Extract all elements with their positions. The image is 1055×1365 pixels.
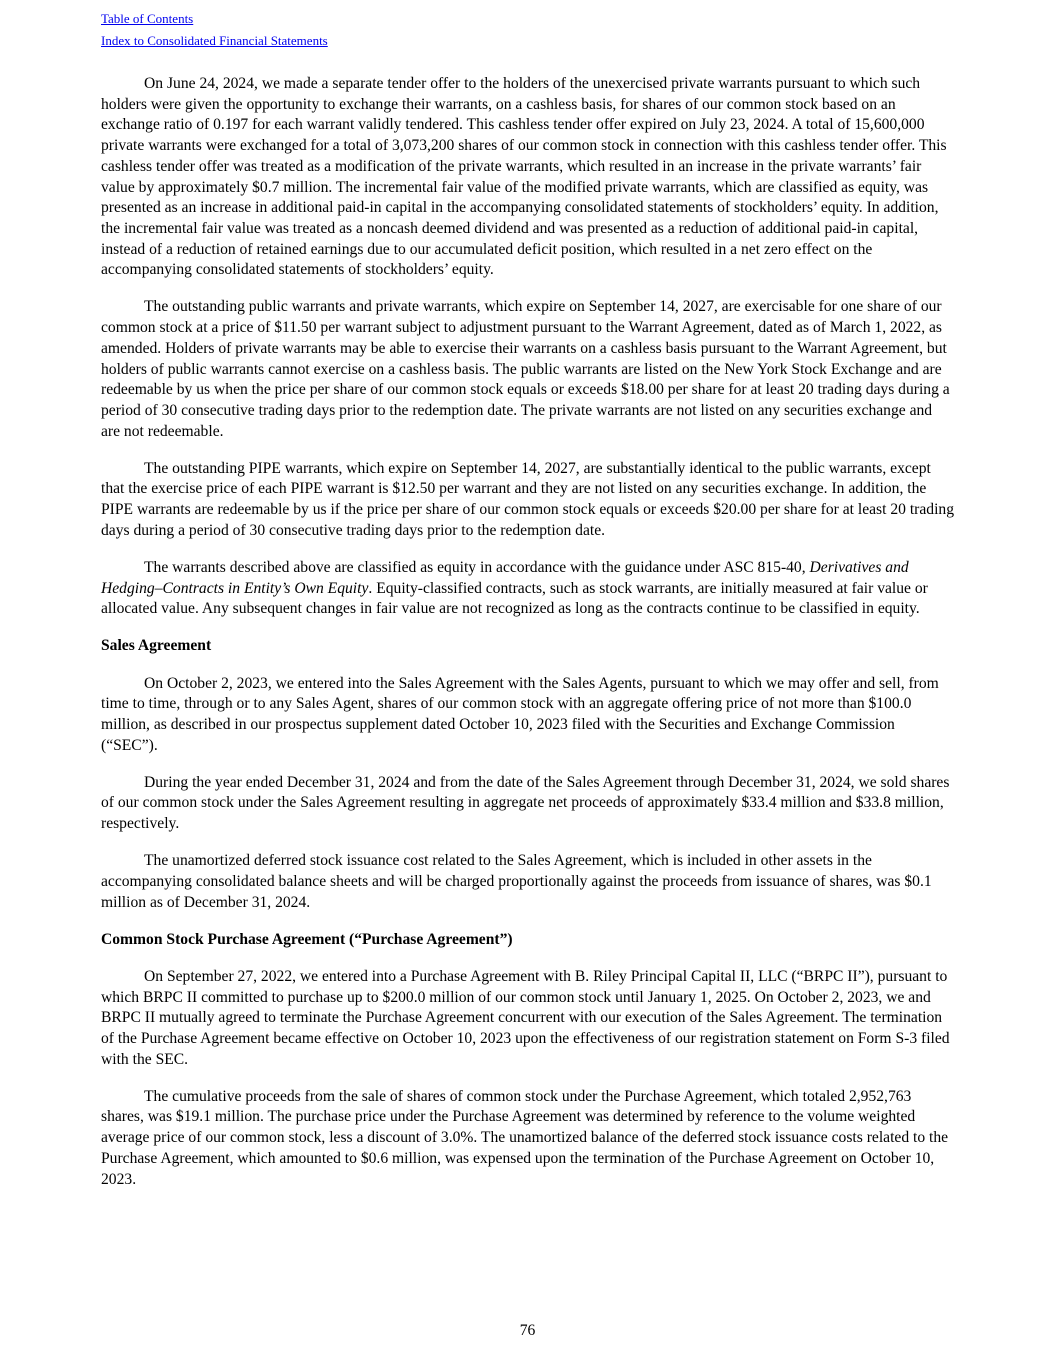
public-private-warrants-paragraph: The outstanding public warrants and private warrants, which expire on September 14, 2027, are exercisable for one share of our common stock at a price of $11.50 per warrant subject to adjustment pursuant to the Warrant Agreement, dated as of March 1, 2022, as amended. Holders of private warrants may be able to exercise their warrants on a cashless basis pursuant to the Warrant Agreement, but holders of public warrants cannot exercise on a cashless basis. The public warrants are listed on the New York Stock Exchange and are redeemable by us when the price per share of our common stock equals or exceeds $18.00 per share for at least 20 trading days during a period of 30 consecutive trading days prior to the redemption date. The private warrants are not listed on any securities exchange and are not redeemable. <box>101 298 950 440</box>
sales-agreement-heading: Sales Agreement <box>101 637 212 655</box>
sales-agreement-paragraph: On October 2, 2023, we entered into the Sales Agreement with the Sales Agents, pursuant to which we may offer and sell, from time to time, through or to any Sales Agent, shares of our common stock with an aggregate offering price of not more than $100.0 million, as described in our prospectus supplement dated October 10, 2023 filed with the Securities and Exchange Commission (“SEC”). <box>101 674 939 754</box>
document-navigation <box>101 8 328 52</box>
warrants-classification-paragraph <box>101 558 955 620</box>
warrants-classification-text-start: The warrants described above are classified as equity in accordance with the guidance under ASC 815-40, <box>144 558 810 576</box>
table-of-contents-link[interactable]: Table of Contents <box>101 11 194 26</box>
warrants-classification-text-end: . Equity-classified contracts, such as stock warrants, are initially measured at fair value or allocated value. Any subsequent changes in fair value are not recognized as long as the contracts continue to be classified in equity. <box>101 579 928 618</box>
purchase-agreement-heading: Common Stock Purchase Agreement (“Purchase Agreement”) <box>101 930 513 948</box>
purchase-proceeds-paragraph: The cumulative proceeds from the sale of shares of common stock under the Purchase Agreement, which totaled 2,952,763 shares, was $19.1 million. The purchase price under the Purchase Agreement was determined by reference to the volume weighted average price of our common stock, less a discount of 3.0%. The unamortized balance of the deferred stock issuance costs related to the Purchase Agreement, which amounted to $0.6 million, was expensed upon the termination of the Purchase Agreement on October 10, 2023. <box>101 1087 949 1188</box>
sales-proceeds-paragraph: During the year ended December 31, 2024 and from the date of the Sales Agreement through December 31, 2024, we sold shares of our common stock under the Sales Agreement resulting in aggregate net proceeds of approximately $33.4 million and $33.8 million, respectively. <box>101 773 950 833</box>
financial-statements-index-link[interactable]: Index to Consolidated Financial Statements <box>101 33 328 48</box>
pipe-warrants-paragraph: The outstanding PIPE warrants, which expire on September 14, 2027, are substantially identical to the public warrants, except that the exercise price of each PIPE warrant is $12.50 per warrant and they are not listed on any securities exchange. In addition, the PIPE warrants are redeemable by us if the price per share of our common stock equals or exceeds $20.00 per share for at least 20 trading days during a period of 30 consecutive trading days prior to the redemption date. <box>101 459 955 539</box>
document-body <box>101 74 955 1207</box>
page-number: 76 <box>519 1322 536 1339</box>
private-warrants-tender-offer-paragraph: On June 24, 2024, we made a separate tender offer to the holders of the unexercised private warrants pursuant to which such holders were given the opportunity to exchange their warrants, on a cashless basis, for shares of our common stock based on an exchange ratio of 0.197 for each warrant validly tendered. This cashless tender offer expired on July 23, 2024. A total of 15,600,000 private warrants were exchanged for a total of 3,073,200 shares of our common stock in connection with this cashless tender offer. This cashless tender offer was treated as a modification of the private warrants, which resulted in an increase in the private warrants’ fair value by approximately $0.7 million. The incremental fair value of the modified private warrants, which are classified as equity, was presented as an increase in additional paid-in capital in the accompanying consolidated statements of stockholders’ equity. In addition, the incremental fair value was treated as a noncash deemed dividend and was presented as a reduction of additional paid-in capital, instead of a reduction of retained earnings due to our accumulated deficit position, which resulted in a net zero effect on the accompanying consolidated statements of stockholders’ equity. <box>101 75 947 279</box>
asc-reference-title: Derivatives and Hedging–Contracts in Entity’s Own Equity <box>101 558 909 597</box>
deferred-issuance-cost-paragraph: The unamortized deferred stock issuance cost related to the Sales Agreement, which is included in other assets in the accompanying consolidated balance sheets and will be charged proportionally against the proceeds from issuance of shares, was $0.1 million as of December 31, 2024. <box>101 852 932 911</box>
purchase-agreement-paragraph: On September 27, 2022, we entered into a Purchase Agreement with B. Riley Principal Capital II, LLC (“BRPC II”), pursuant to which BRPC II committed to purchase up to $200.0 million of our common stock until January 1, 2025. On October 2, 2023, we and BRPC II mutually agreed to terminate the Purchase Agreement concurrent with our execution of the Sales Agreement. The termination of the Purchase Agreement became effective on October 10, 2023 upon the effectiveness of our registration statement on Form S-3 filed with the SEC. <box>101 967 950 1068</box>
